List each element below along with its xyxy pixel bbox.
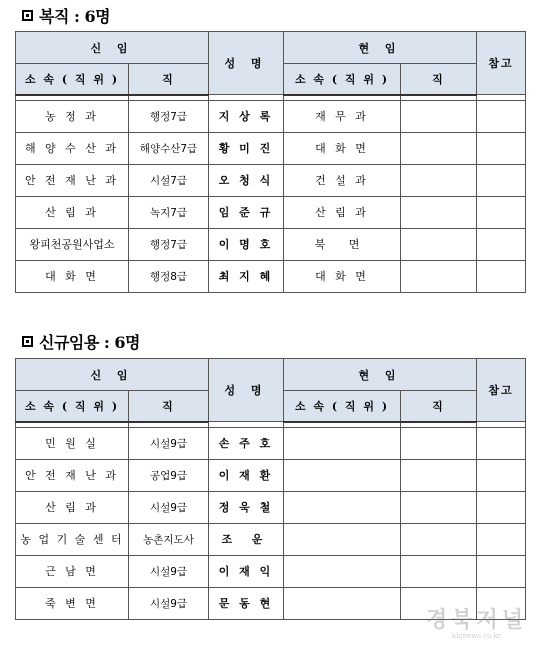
note-cell <box>477 100 526 132</box>
new-dept-cell: 안 전 재 난 과 <box>16 459 129 491</box>
new-rank-cell: 해양수산7급 <box>129 132 209 164</box>
note-cell <box>477 196 526 228</box>
name-cell: 황 미 진 <box>209 132 284 164</box>
new-rank-cell: 시설7급 <box>129 164 209 196</box>
table-row <box>16 555 526 587</box>
name-cell: 이 명 호 <box>209 228 284 260</box>
name-cell: 조 운 <box>209 523 284 555</box>
header-new-post: 신 임 <box>16 359 209 391</box>
current-rank-cell <box>401 132 477 164</box>
current-rank-cell <box>401 555 477 587</box>
header-rank: 직 <box>129 391 209 422</box>
current-rank-cell <box>401 164 477 196</box>
section-title-text: 복직 : 6명 <box>39 7 111 26</box>
current-dept-cell <box>284 523 401 555</box>
current-dept-cell: 대 화 면 <box>284 260 401 292</box>
header-rank: 직 <box>401 391 477 422</box>
new-rank-cell: 시설9급 <box>129 427 209 459</box>
header-dept: 소 속 ( 직 위 ) <box>16 64 129 95</box>
current-dept-cell <box>284 427 401 459</box>
name-cell: 최 지 혜 <box>209 260 284 292</box>
current-dept-cell: 재 무 과 <box>284 100 401 132</box>
current-dept-cell <box>284 587 401 619</box>
name-cell: 손 주 호 <box>209 427 284 459</box>
new-dept-cell: 대 화 면 <box>16 260 129 292</box>
current-rank-cell <box>401 491 477 523</box>
header-note: 참고 <box>477 359 526 422</box>
current-rank-cell <box>401 260 477 292</box>
table-row <box>16 100 526 132</box>
table-row <box>16 523 526 555</box>
checkbox-square-icon <box>22 10 33 21</box>
new-rank-cell: 녹지7급 <box>129 196 209 228</box>
new-rank-cell: 농촌지도사 <box>129 523 209 555</box>
watermark-sub-text: kbjnews.co.kr <box>451 632 502 640</box>
section-title-text: 신규임용 : 6명 <box>39 333 140 352</box>
note-cell <box>477 491 526 523</box>
name-cell: 이 재 환 <box>209 459 284 491</box>
note-cell <box>477 260 526 292</box>
new-dept-cell: 산 림 과 <box>16 196 129 228</box>
section-title-reinstatement <box>22 4 110 27</box>
note-cell <box>477 555 526 587</box>
new-dept-cell: 안 전 재 난 과 <box>16 164 129 196</box>
table-row <box>16 427 526 459</box>
new-rank-cell: 시설9급 <box>129 555 209 587</box>
current-dept-cell: 건 설 과 <box>284 164 401 196</box>
note-cell <box>477 523 526 555</box>
current-rank-cell <box>401 523 477 555</box>
note-cell <box>477 427 526 459</box>
current-rank-cell <box>401 228 477 260</box>
header-dept: 소 속 ( 직 위 ) <box>284 391 401 422</box>
checkbox-square-icon <box>22 336 33 347</box>
new-dept-cell: 농 업 기 술 센 터 <box>16 523 129 555</box>
header-current-post: 현 임 <box>284 359 477 391</box>
table-row <box>16 164 526 196</box>
header-name: 성 명 <box>209 32 284 95</box>
current-rank-cell <box>401 427 477 459</box>
current-dept-cell: 산 림 과 <box>284 196 401 228</box>
header-name: 성 명 <box>209 359 284 422</box>
note-cell <box>477 132 526 164</box>
header-dept: 소 속 ( 직 위 ) <box>284 64 401 95</box>
watermark-main-text: 경북저널 <box>425 607 527 633</box>
new-dept-cell: 왕피천공원사업소 <box>16 228 129 260</box>
table-row <box>16 459 526 491</box>
new-rank-cell: 행정7급 <box>129 228 209 260</box>
name-cell: 임 준 규 <box>209 196 284 228</box>
new-rank-cell: 행정7급 <box>129 100 209 132</box>
name-cell: 정 욱 철 <box>209 491 284 523</box>
current-rank-cell <box>401 459 477 491</box>
watermark-logo <box>426 603 527 640</box>
new-dept-cell: 민 원 실 <box>16 427 129 459</box>
new-dept-cell: 해 양 수 산 과 <box>16 132 129 164</box>
table-row <box>16 196 526 228</box>
header-dept: 소 속 ( 직 위 ) <box>16 391 129 422</box>
current-dept-cell: 북 면 <box>284 228 401 260</box>
new-rank-cell: 행정8급 <box>129 260 209 292</box>
current-dept-cell: 대 화 면 <box>284 132 401 164</box>
current-dept-cell <box>284 491 401 523</box>
note-cell <box>477 459 526 491</box>
new-dept-cell: 산 림 과 <box>16 491 129 523</box>
name-cell: 문 동 현 <box>209 587 284 619</box>
new-dept-cell: 농 정 과 <box>16 100 129 132</box>
header-current-post: 현 임 <box>284 32 477 64</box>
table-row <box>16 132 526 164</box>
name-cell: 지 상 록 <box>209 100 284 132</box>
note-cell <box>477 228 526 260</box>
new-rank-cell: 공업9급 <box>129 459 209 491</box>
reinstatement-table <box>15 31 526 293</box>
name-cell: 오 청 식 <box>209 164 284 196</box>
current-rank-cell <box>401 196 477 228</box>
header-note: 참고 <box>477 32 526 95</box>
table-row <box>16 491 526 523</box>
current-dept-cell <box>284 555 401 587</box>
header-rank: 직 <box>401 64 477 95</box>
current-dept-cell <box>284 459 401 491</box>
new-rank-cell: 시설9급 <box>129 587 209 619</box>
name-cell: 이 재 익 <box>209 555 284 587</box>
header-new-post: 신 임 <box>16 32 209 64</box>
table-row <box>16 260 526 292</box>
new-hires-table <box>15 358 526 620</box>
new-dept-cell: 죽 변 면 <box>16 587 129 619</box>
note-cell <box>477 164 526 196</box>
table-row <box>16 228 526 260</box>
new-dept-cell: 근 남 면 <box>16 555 129 587</box>
new-rank-cell: 시설9급 <box>129 491 209 523</box>
header-rank: 직 <box>129 64 209 95</box>
section-title-new-hires <box>22 330 140 353</box>
current-rank-cell <box>401 100 477 132</box>
